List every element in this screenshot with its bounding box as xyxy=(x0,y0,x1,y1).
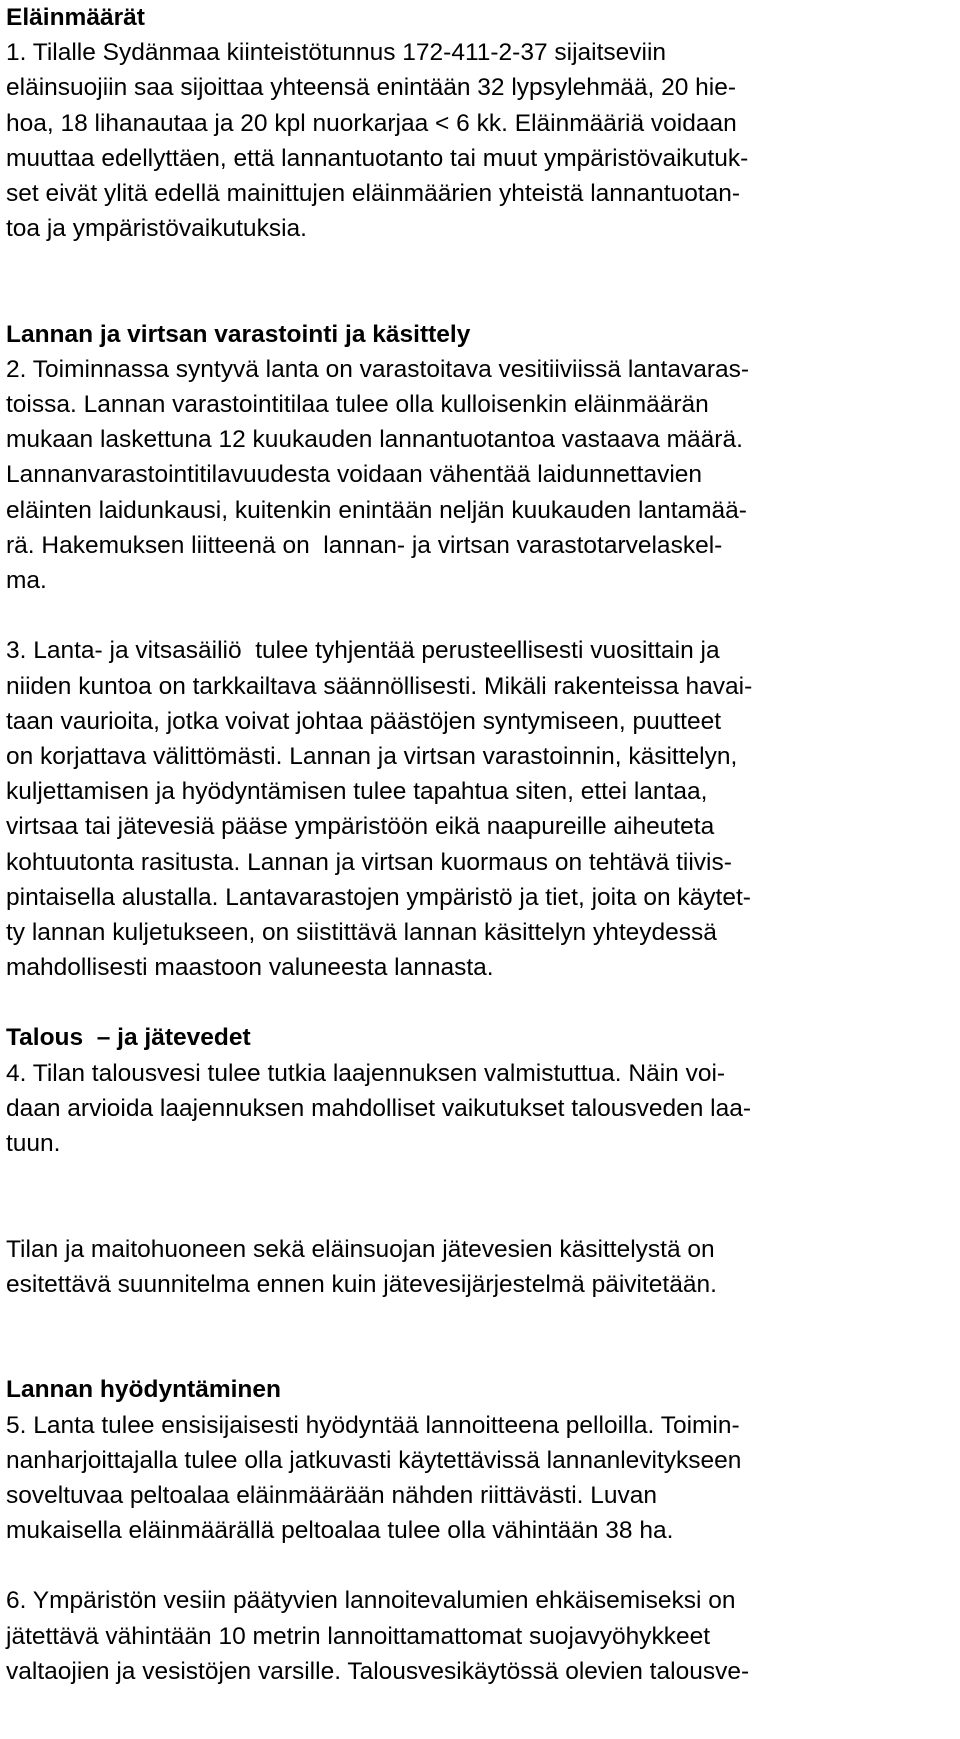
paragraph-3-line: pintaisella alustalla. Lantavarastojen ympäristö ja tiet, joita on käytet- xyxy=(6,883,751,911)
paragraph-2-line: toissa. Lannan varastointitilaa tulee olla kulloisenkin eläinmäärän xyxy=(6,391,709,419)
paragraph-3-line: virtsaa tai jätevesiä pääse ympäristöön eikä naapureille aiheuteta xyxy=(6,813,715,841)
paragraph-3-line: taan vaurioita, jotka voivat johtaa päästöjen syntymiseen, puutteet xyxy=(6,707,722,735)
section-heading-lannan-varastointi: Lannan ja virtsan varastointi ja käsittely xyxy=(6,320,471,348)
paragraph-5-line: nanharjoittajalla tulee olla jatkuvasti käytettävissä lannanlevitykseen xyxy=(6,1446,742,1474)
spacer xyxy=(6,985,956,1020)
paragraph-2-line: rä. Hakemuksen liitteenä on lannan- ja virtsan varastotarvelaskel- xyxy=(6,531,723,559)
paragraph-1-line: toa ja ympäristövaikutuksia. xyxy=(6,215,307,243)
paragraph-1-line: set eivät ylitä edellä mainittujen eläinmäärien yhteistä lannantuotan- xyxy=(6,179,741,207)
paragraph-2-line: 2. Toiminnassa syntyvä lanta on varastoitava vesitiiviissä lantavaras- xyxy=(6,355,750,383)
paragraph-4-line: tuun. xyxy=(6,1130,61,1158)
paragraph-4-line: daan arvioida laajennuksen mahdolliset vaikutukset talousveden laa- xyxy=(6,1094,752,1122)
paragraph-2-line: mukaan laskettuna 12 kuukauden lannantuotantoa vastaava määrä. xyxy=(6,426,743,454)
document-page xyxy=(6,0,956,1689)
paragraph-2-line: Lannanvarastointitilavuudesta voidaan vähentää laidunnettavien xyxy=(6,461,703,489)
paragraph-6-line: valtaojien ja vesistöjen varsille. Talousvesikäytössä olevien talousve- xyxy=(6,1657,750,1685)
paragraph-3-line: niiden kuntoa on tarkkailtava säännöllisesti. Mikäli rakenteissa havai- xyxy=(6,672,753,700)
section-heading-elainmaarat: Eläinmäärät xyxy=(6,4,145,31)
paragraph-5-line: mukaisella eläinmäärällä peltoalaa tulee olla vähintään 38 ha. xyxy=(6,1517,674,1545)
spacer xyxy=(6,1161,956,1231)
paragraph-1-line: hoa, 18 lihanautaa ja 20 kpl nuorkarjaa < 6 kk. Eläinmääriä voidaan xyxy=(6,109,737,137)
paragraph-1-line: muuttaa edellyttäen, että lannantuotanto tai muut ympäristövaikutuk- xyxy=(6,144,749,172)
paragraph-5-line: 5. Lanta tulee ensisijaisesti hyödyntää lannoitteena pelloilla. Toimin- xyxy=(6,1411,740,1439)
paragraph-2-line: eläinten laidunkausi, kuitenkin enintään neljän kuukauden lantamää- xyxy=(6,496,747,524)
spacer xyxy=(6,1548,956,1583)
paragraph-3-line: kuljettamisen ja hyödyntämisen tulee tapahtua siten, ettei lantaa, xyxy=(6,778,708,806)
paragraph-4-line: 4. Tilan talousvesi tulee tutkia laajennuksen valmistuttua. Näin voi- xyxy=(6,1059,726,1087)
spacer xyxy=(6,1302,956,1372)
paragraph-3-line: on korjattava välittömästi. Lannan ja virtsan varastoinnin, käsittelyn, xyxy=(6,742,738,770)
paragraph-5-line: soveltuvaa peltoalaa eläinmäärään nähden riittävästi. Luvan xyxy=(6,1481,658,1509)
section-heading-talous-jatevedet: Talous – ja jätevedet xyxy=(6,1024,251,1052)
paragraph-1-line: eläinsuojiin saa sijoittaa yhteensä enintään 32 lypsylehmää, 20 hie- xyxy=(6,74,737,102)
section-heading-lannan-hyodyntaminen: Lannan hyödyntäminen xyxy=(6,1376,281,1404)
paragraph-3-line: 3. Lanta- ja vitsasäiliö tulee tyhjentää perusteellisesti vuosittain ja xyxy=(6,637,720,665)
paragraph-3-line: kohtuutonta rasitusta. Lannan ja virtsan kuormaus on tehtävä tiivis- xyxy=(6,848,732,876)
paragraph-2-line: ma. xyxy=(6,567,47,595)
paragraph-6-line: jätettävä vähintään 10 metrin lannoittamattomat suojavyöhykkeet xyxy=(6,1622,711,1650)
spacer xyxy=(6,246,956,316)
paragraph-jatevesi-line: Tilan ja maitohuoneen sekä eläinsuojan jätevesien käsittelystä on xyxy=(6,1235,715,1263)
paragraph-3-line: ty lannan kuljetukseen, on siistittävä lannan käsittelyn yhteydessä xyxy=(6,918,717,946)
paragraph-1-line: 1. Tilalle Sydänmaa kiinteistötunnus 172-411-2-37 sijaitseviin xyxy=(6,39,667,67)
paragraph-jatevesi-line: esitettävä suunnitelma ennen kuin jätevesijärjestelmä päivitetään. xyxy=(6,1270,717,1298)
spacer xyxy=(6,598,956,633)
paragraph-6-line: 6. Ympäristön vesiin päätyvien lannoitevalumien ehkäisemiseksi on xyxy=(6,1587,736,1615)
paragraph-3-line: mahdollisesti maastoon valuneesta lannasta. xyxy=(6,954,494,982)
